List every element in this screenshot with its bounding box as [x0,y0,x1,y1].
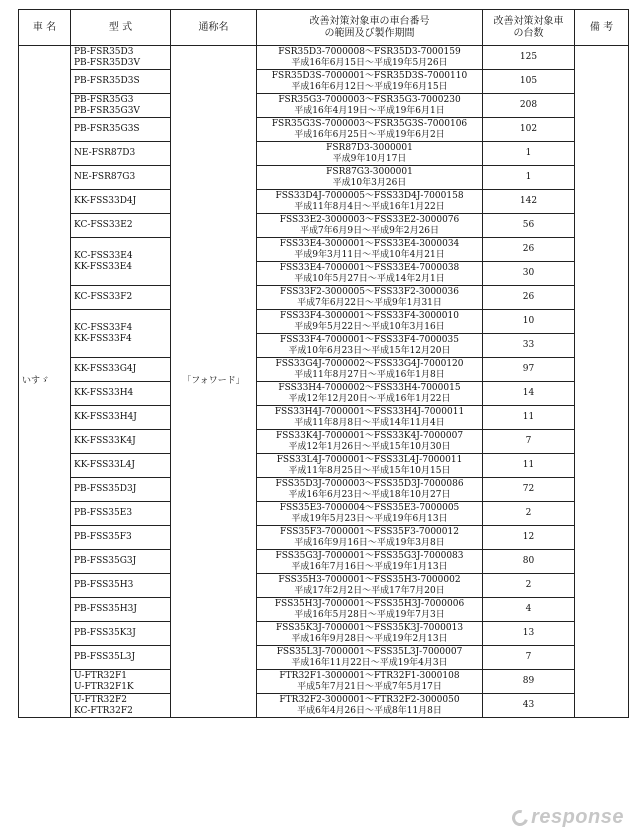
maker-cell: いすゞ [19,46,71,718]
count-cell: 208 [483,94,575,118]
type-code: PB-FSR35G3 [74,94,134,105]
header-maker: 車 名 [19,10,71,46]
production-period: 平成11年8月8日～平成14年11月4日 [294,417,445,428]
header-count-line: 改善対策対象車 [493,15,564,27]
production-period: 平成11年8月27日～平成16年1月8日 [294,369,445,380]
type-code: KK-FSS33E4 [74,261,132,272]
type-cell [71,574,171,598]
production-period: 平成12年1月26日～平成15年10月30日 [288,441,451,452]
chassis-range: FSR87D3-3000001 [326,142,413,153]
count-cell: 2 [483,502,575,526]
chassis-range: FSS33G4J-7000002～FSS33G4J-7000120 [275,358,464,369]
type-code: KK-FSS33K4J [74,436,136,446]
table-row [19,190,629,214]
production-period: 平成12年12月20日～平成16年1月22日 [288,393,451,404]
table-row [19,286,629,310]
header-type: 型 式 [71,10,171,46]
range-cell [257,334,483,358]
type-code: PB-FSS35E3 [74,508,133,518]
type-code: PB-FSS35H3 [74,580,134,590]
header-range-line: 改善対策対象車の車台番号 [309,15,430,27]
type-code: KC-FSS33F2 [74,292,133,302]
count-cell: 72 [483,478,575,502]
table-row [19,214,629,238]
type-code: PB-FSR35D3 [74,46,134,57]
range-cell [257,214,483,238]
production-period: 平成16年6月12日～平成19年6月15日 [291,81,448,92]
production-period: 平成6年4月26日～平成8年11月8日 [297,705,442,716]
type-cell [71,358,171,382]
range-cell [257,646,483,670]
chassis-range: FSS33E2-3000003～FSS33E2-3000076 [279,214,460,225]
production-period: 平成19年5月23日～平成19年6月13日 [291,513,448,524]
table-row [19,550,629,574]
type-code: KC-FSS33F4 [74,322,133,333]
type-cell [71,310,171,358]
range-cell [257,142,483,166]
type-code: PB-FSS35K3J [74,628,136,638]
table-row [19,646,629,670]
production-period: 平成16年6月23日～平成18年10月27日 [288,489,451,500]
range-cell [257,454,483,478]
chassis-range: FSR35G3-7000003～FSR35G3-7000230 [278,94,461,105]
production-period: 平成9年10月17日 [332,153,407,164]
count-cell: 56 [483,214,575,238]
range-cell [257,94,483,118]
type-cell [71,118,171,142]
table-row [19,430,629,454]
header-count-line: の台数 [513,27,544,39]
type-code: KK-FSS33F4 [74,333,132,344]
production-period: 平成10年6月23日～平成15年12月20日 [288,345,451,356]
chassis-range: FTR32F1-3000001～FTR32F1-3000108 [279,670,460,681]
range-cell [257,310,483,334]
count-cell: 4 [483,598,575,622]
count-cell: 7 [483,430,575,454]
count-cell: 26 [483,238,575,262]
table-row [19,46,629,70]
type-cell [71,622,171,646]
type-cell [71,406,171,430]
range-cell [257,166,483,190]
range-cell [257,550,483,574]
type-code: KK-FSS33L4J [74,460,136,470]
type-code: KC-FSS33E2 [74,220,133,230]
type-cell [71,454,171,478]
type-code: PB-FSS35D3J [74,484,137,494]
count-cell: 13 [483,622,575,646]
chassis-range: FSS33E4-3000001～FSS33E4-3000034 [279,238,460,249]
watermark-text: response [531,806,624,828]
chassis-range: FSS33F4-7000001～FSS33F4-7000035 [280,334,459,345]
type-cell [71,214,171,238]
range-cell [257,262,483,286]
production-period: 平成11年8月25日～平成15年10月15日 [288,465,451,476]
type-code: U-FTR32F2 [74,694,127,705]
chassis-range: FSS33H4-7000002～FSS33H4-7000015 [278,382,461,393]
table-row [19,598,629,622]
header-row [19,10,629,46]
chassis-range: FSR87G3-3000001 [326,166,413,177]
type-cell [71,46,171,70]
type-cell [71,238,171,286]
production-period: 平成16年7月16日～平成19年1月13日 [291,561,448,572]
chassis-range: FSS33D4J-7000005～FSS33D4J-7000158 [275,190,464,201]
table-row [19,382,629,406]
response-watermark [512,806,624,829]
range-cell [257,118,483,142]
production-period: 平成10年5月27日～平成14年2月1日 [294,273,445,284]
common-name-cell: 「フォワード」 [171,46,257,718]
table-row [19,142,629,166]
table-row [19,454,629,478]
production-period: 平成16年6月25日～平成19年6月2日 [294,129,445,140]
range-cell [257,598,483,622]
production-period: 平成16年9月16日～平成19年3月8日 [294,537,445,548]
range-cell [257,190,483,214]
count-cell: 2 [483,574,575,598]
count-cell: 89 [483,670,575,694]
type-cell [71,94,171,118]
count-cell: 1 [483,142,575,166]
type-code: PB-FSS35F3 [74,532,132,542]
chassis-range: FSS35G3J-7000001～FSS35G3J-7000083 [275,550,464,561]
table-row [19,406,629,430]
range-cell [257,694,483,718]
range-cell [257,406,483,430]
type-cell [71,646,171,670]
range-cell [257,70,483,94]
production-period: 平成7年6月9日～平成9年2月26日 [299,225,440,236]
header-common-name: 通称名 [171,10,257,46]
type-code: NE-FSR87D3 [74,148,136,158]
table-row [19,694,629,718]
type-cell [71,502,171,526]
table-row [19,238,629,262]
range-cell [257,670,483,694]
header-count [483,10,575,46]
chassis-range: FSS35H3J-7000001～FSS35H3J-7000006 [274,598,465,609]
chassis-range: FSR35D3-7000008～FSR35D3-7000159 [278,46,461,57]
count-cell: 1 [483,166,575,190]
recall-table [18,9,629,718]
range-cell [257,238,483,262]
count-cell: 11 [483,406,575,430]
table-row [19,358,629,382]
range-cell [257,622,483,646]
range-cell [257,430,483,454]
table-row [19,310,629,334]
chassis-range: FSS33F4-3000001～FSS33F4-3000010 [280,310,459,321]
table-row [19,526,629,550]
type-cell [71,550,171,574]
production-period: 平成17年2月2日～平成17年7月20日 [294,585,445,596]
chassis-range: FSS33K4J-7000001～FSS33K4J-7000007 [275,430,464,441]
table-row [19,118,629,142]
type-cell [71,526,171,550]
count-cell: 33 [483,334,575,358]
chassis-range: FSS35L3J-7000001～FSS35L3J-7000007 [276,646,463,657]
chassis-range: FSS33E4-7000001～FSS33E4-7000038 [279,262,460,273]
type-cell [71,166,171,190]
type-cell [71,694,171,718]
type-cell [71,382,171,406]
type-code: KK-FSS33D4J [74,196,137,206]
range-cell [257,478,483,502]
count-cell: 12 [483,526,575,550]
table-row [19,622,629,646]
type-code: PB-FSS35G3J [74,556,137,566]
header-range-line: の範囲及び製作期間 [324,27,415,39]
table-row [19,574,629,598]
chassis-range: FSS35E3-7000004～FSS35E3-7000005 [279,502,460,513]
type-code: U-FTR32F1 [74,670,127,681]
chassis-range: FSR35G3S-7000003～FSR35G3S-7000106 [271,118,468,129]
range-cell [257,358,483,382]
table-row [19,70,629,94]
header-range [257,10,483,46]
type-cell [71,142,171,166]
production-period: 平成16年5月28日～平成19年7月3日 [294,609,445,620]
chassis-range: FSS35K3J-7000001～FSS35K3J-7000013 [275,622,464,633]
production-period: 平成9年5月22日～平成10年3月16日 [294,321,445,332]
note-cell [575,46,629,718]
table-header [19,10,629,46]
count-cell: 102 [483,118,575,142]
type-code: PB-FSR35D3V [74,57,140,68]
type-code: PB-FSR35D3S [74,76,140,86]
production-period: 平成16年4月19日～平成19年6月1日 [294,105,445,116]
type-cell [71,430,171,454]
count-cell: 14 [483,382,575,406]
type-cell [71,670,171,694]
type-code: KC-FTR32F2 [74,705,133,716]
type-cell [71,478,171,502]
count-cell: 142 [483,190,575,214]
count-cell: 125 [483,46,575,70]
chassis-range: FSS35H3-7000001～FSS35H3-7000002 [278,574,461,585]
production-period: 平成16年9月28日～平成19年2月13日 [291,633,448,644]
count-cell: 97 [483,358,575,382]
chassis-range: FSS35D3J-7000003～FSS35D3J-7000086 [275,478,464,489]
count-cell: 11 [483,454,575,478]
type-code: PB-FSS35H3J [74,604,137,614]
type-code: PB-FSR35G3V [74,105,140,116]
type-code: NE-FSR87G3 [74,172,136,182]
type-cell [71,598,171,622]
range-cell [257,502,483,526]
range-cell [257,574,483,598]
type-cell [71,190,171,214]
type-code: KK-FSS33G4J [74,364,137,374]
type-cell [71,70,171,94]
table-row [19,166,629,190]
chassis-range: FSR35D3S-7000001～FSR35D3S-7000110 [271,70,468,81]
range-cell [257,526,483,550]
chassis-range: FSS33L4J-7000001～FSS33L4J-7000011 [276,454,463,465]
production-period: 平成11年8月4日～平成16年1月22日 [294,201,445,212]
table-row [19,94,629,118]
chassis-range: FTR32F2-3000001～FTR32F2-3000050 [279,694,460,705]
table-row [19,670,629,694]
header-note: 備 考 [575,10,629,46]
table-body [19,46,629,718]
chassis-range: FSS35F3-7000001～FSS35F3-7000012 [280,526,459,537]
type-code: PB-FSS35L3J [74,652,136,662]
response-logo-icon [509,807,531,829]
table-row [19,478,629,502]
range-cell [257,382,483,406]
chassis-range: FSS33F2-3000005～FSS33F2-3000036 [280,286,459,297]
count-cell: 26 [483,286,575,310]
type-cell [71,286,171,310]
production-period: 平成16年6月15日～平成19年5月26日 [291,57,448,68]
type-code: PB-FSR35G3S [74,124,140,134]
count-cell: 10 [483,310,575,334]
type-code: KC-FSS33E4 [74,250,133,261]
count-cell: 30 [483,262,575,286]
production-period: 平成10年3月26日 [332,177,407,188]
production-period: 平成7年6月22日～平成9年1月31日 [297,297,442,308]
production-period: 平成5年7月21日～平成7年5月17日 [297,681,442,692]
count-cell: 80 [483,550,575,574]
type-code: U-FTR32F1K [74,681,134,692]
production-period: 平成9年3月11日～平成10年4月21日 [294,249,445,260]
type-code: KK-FSS33H4J [74,412,137,422]
production-period: 平成16年11月22日～平成19年4月3日 [291,657,448,668]
table-row [19,502,629,526]
count-cell: 105 [483,70,575,94]
range-cell [257,46,483,70]
count-cell: 7 [483,646,575,670]
chassis-range: FSS33H4J-7000001～FSS33H4J-7000011 [274,406,465,417]
count-cell: 43 [483,694,575,718]
type-code: KK-FSS33H4 [74,388,134,398]
range-cell [257,286,483,310]
